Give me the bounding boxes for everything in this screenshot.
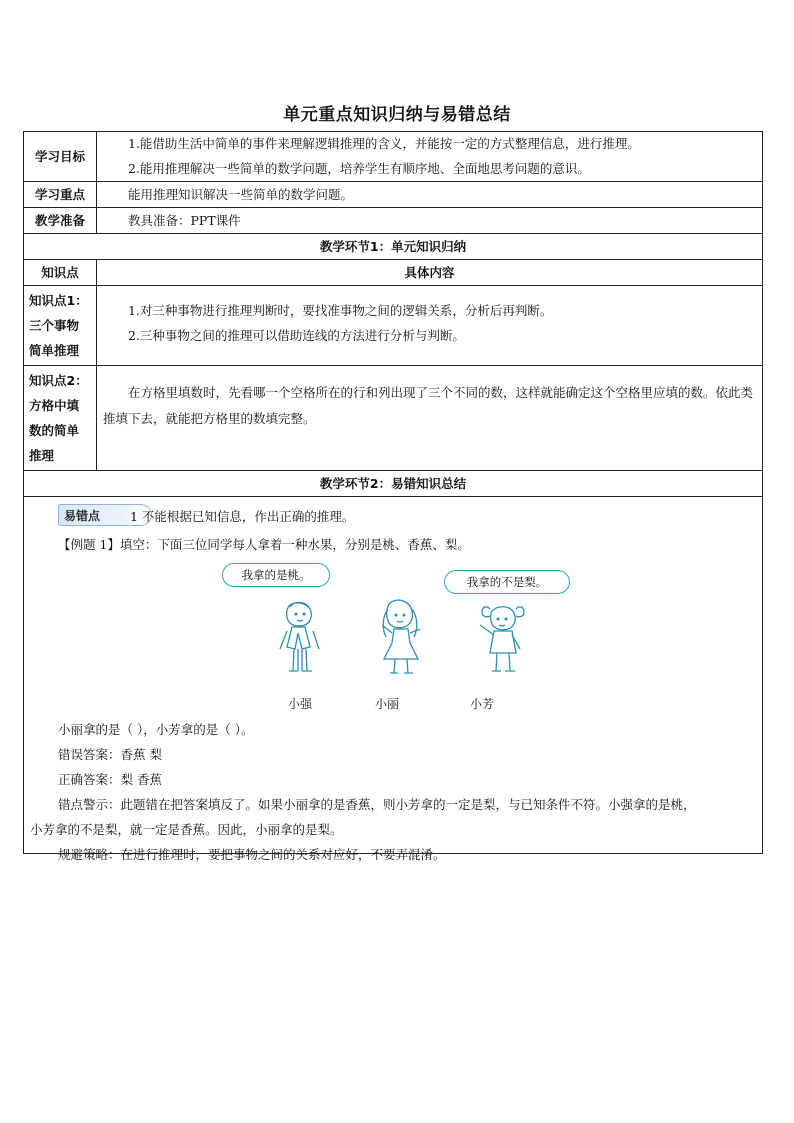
bubble-text-xiaoqiang: 我拿的是桃。: [241, 568, 311, 582]
key-row: [24, 182, 763, 208]
example-question: 【例题 1】填空：下面三位同学每人拿着一种水果，分别是桃、香蕉、梨。: [58, 537, 470, 552]
prep-label: 教学准备: [24, 208, 97, 234]
section2-row: [24, 471, 763, 497]
section2-heading: 教学环节2：易错知识总结: [24, 471, 763, 497]
kp1-item-2: 2.三种事物之间的推理可以借助连线的方法进行分析与判断。: [128, 328, 465, 343]
kp1-item-1: 1.对三种事物进行推理判断时，要找准事物之间的逻辑关系，分析后再判断。: [128, 303, 553, 318]
kid-name-1: 小强: [288, 697, 313, 711]
kp2-text: 在方格里填数时，先看哪一个空格所在的行和列出现了三个不同的数，这样就能确定这个空格里应填的数。依此类推填下去，就能把方格里的数填完整。: [103, 385, 754, 426]
goal-label: 学习目标: [24, 132, 97, 182]
mistakes-row: [24, 497, 763, 854]
section1-heading: 教学环节1：单元知识归纳: [24, 234, 763, 260]
kids-illustration: [254, 597, 564, 697]
warning-line-1: 错点警示：此题错在把答案填反了。如果小丽拿的是香蕉，则小芳拿的一定是梨，与已知条件不符。小强拿的是桃，: [58, 797, 696, 812]
bubble-text-xiaofang: 我拿的不是梨。: [466, 575, 548, 589]
page-title: 单元重点知识归纳与易错总结: [283, 105, 511, 125]
wrong-answer: 错误答案：香蕉 梨: [58, 747, 162, 762]
fill-question: 小丽拿的是（ ），小芳拿的是（ ）。: [58, 722, 254, 737]
mistake-point: 1 不能根据已知信息，作出正确的推理。: [130, 509, 355, 524]
kp1-row: [24, 286, 763, 366]
prep-content: 教具准备：PPT课件: [97, 208, 763, 234]
kp1-label: 知识点1：三个事物简单推理: [24, 286, 97, 366]
boy-xiaoqiang-figure: [280, 603, 319, 672]
goal-item-1: 1.能借助生活中简单的事件来理解逻辑推理的含义，并能按一定的方式整理信息，进行推理。: [128, 136, 640, 152]
lesson-table: [23, 131, 763, 862]
speech-bubble-xiaoqiang: [222, 563, 330, 587]
girl-xiaoli-figure: [382, 600, 420, 673]
kp2-content: [97, 366, 763, 471]
kid-name-2: 小丽: [375, 697, 400, 711]
goal-content: [97, 132, 763, 182]
strategy-line: 规避策略：在进行推理时，要把事物之间的关系对应好，不要弄混淆。: [58, 847, 446, 862]
kp2-label: 知识点2：方格中填数的简单推理: [24, 366, 97, 471]
goal-item-2: 2.能用推理解决一些简单的数学问题，培养学生有顺序地、全面地思考问题的意识。: [128, 160, 590, 176]
prep-row: [24, 208, 763, 234]
mistakes-cell: [24, 497, 763, 862]
kp2-row: [24, 366, 763, 471]
mistake-badge-label: 易错点: [64, 509, 101, 523]
speech-bubble-xiaofang: [444, 570, 570, 594]
key-label: 学习重点: [24, 182, 97, 208]
kid-name-3: 小芳: [470, 697, 495, 711]
column-header-row: [24, 260, 763, 286]
col-header-point: 知识点: [24, 260, 97, 286]
girl-xiaofang-figure: [480, 607, 524, 671]
section1-row: [24, 234, 763, 260]
key-content: 能用推理知识解决一些简单的数学问题。: [97, 182, 763, 208]
goal-row: [24, 132, 763, 182]
col-header-content: 具体内容: [97, 260, 763, 286]
kp1-content: [97, 286, 763, 366]
warning-line-2: 小芳拿的不是梨，就一定是香蕉。因此，小丽拿的是梨。: [30, 822, 343, 837]
right-answer: 正确答案：梨 香蕉: [58, 772, 162, 787]
